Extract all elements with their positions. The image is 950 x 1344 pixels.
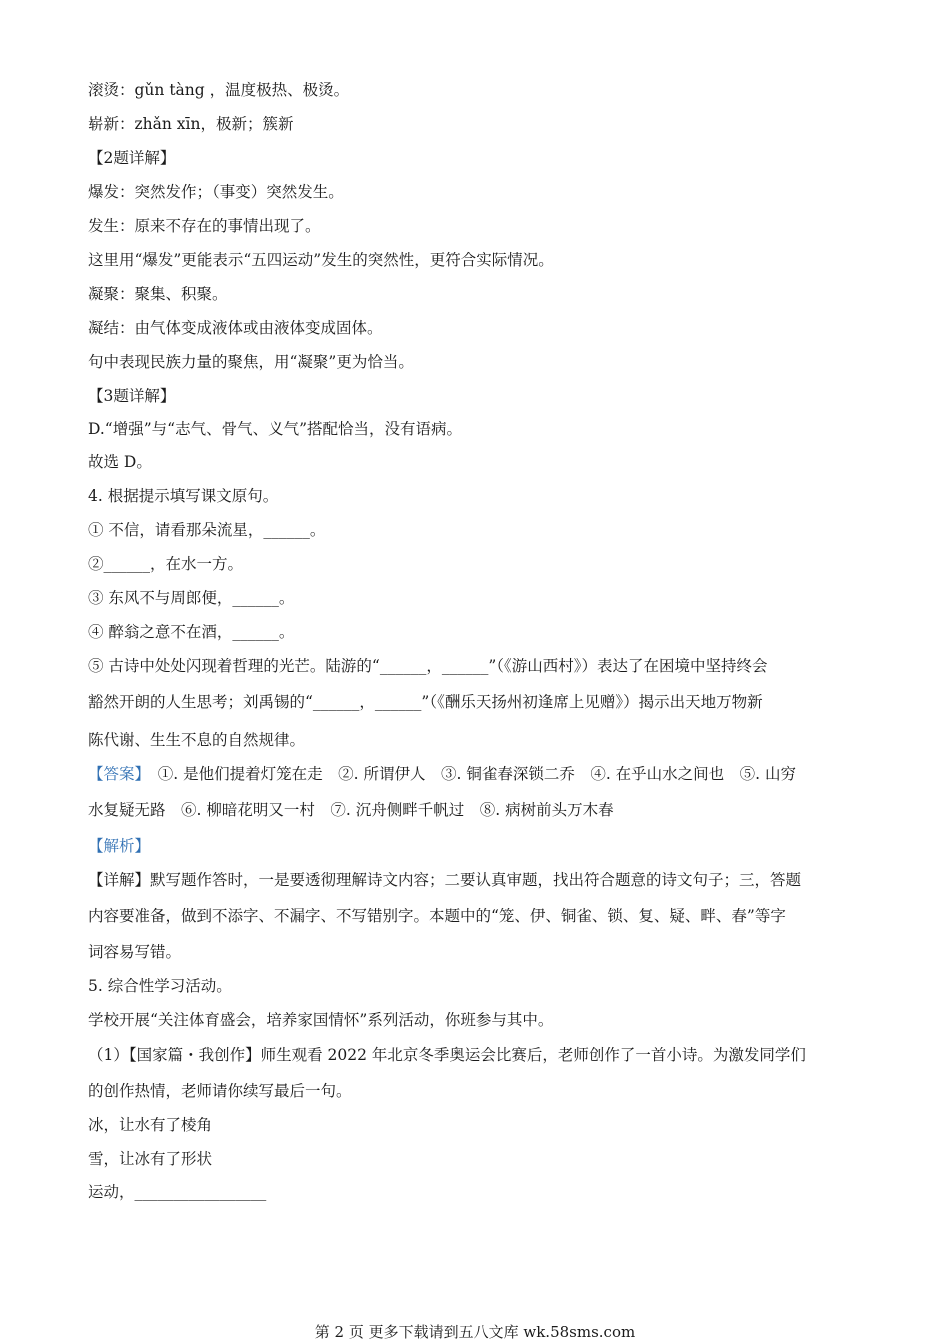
- line-text: 这里用“爆发”更能表示“五四运动”发生的突然性，更符合实际情况。: [88, 251, 554, 269]
- text-line: [88, 553, 243, 575]
- text-line: [88, 1181, 266, 1203]
- line-text: 雪，让冰有了形状: [88, 1150, 213, 1168]
- text-line: [88, 1044, 806, 1066]
- text-line: [88, 418, 462, 440]
- line-text: ③ 东风不与周郎便，______。: [88, 589, 295, 607]
- text-line: [88, 283, 228, 305]
- text-line: [88, 655, 768, 677]
- line-text: 凝聚：聚集、积聚。: [88, 285, 228, 303]
- line-text: 爆发：突然发作；（事变）突然发生。: [88, 183, 344, 201]
- line-text: 词容易写错。: [88, 943, 182, 961]
- section-label: 【解析】: [88, 837, 151, 855]
- text-line: [88, 385, 175, 407]
- text-line: [88, 1114, 212, 1136]
- text-line: [88, 975, 232, 997]
- text-line: [88, 519, 325, 541]
- text-line: [88, 1009, 553, 1031]
- page-footer: 第 2 页 更多下载请到五八文库 wk.58sms.com: [314, 1323, 636, 1341]
- text-line: [88, 215, 321, 237]
- text-line: [88, 869, 801, 891]
- line-text: 滚烫：gǔn tàng ，温度极热、极烫。: [88, 81, 350, 99]
- text-line: [88, 317, 383, 339]
- line-text: ①. 是他们提着灯笼在走 ②. 所谓伊人 ③. 铜雀春深锁二乔 ④. 在乎山水之间也 ⑤. 山穷: [142, 765, 797, 783]
- line-text: 陈代谢、生生不息的自然规律。: [88, 731, 306, 749]
- line-text: 崭新：zhǎn xīn，极新；簇新: [88, 115, 294, 133]
- line-text: 【3题详解】: [88, 387, 176, 405]
- line-text: ②______，在水一方。: [88, 555, 244, 573]
- line-text: ④ 醉翁之意不在酒，______。: [88, 623, 295, 641]
- section-label: 【答案】: [88, 765, 143, 783]
- text-line: [88, 1148, 212, 1170]
- text-line: [88, 249, 554, 271]
- text-line: [88, 451, 152, 473]
- text-line: [88, 691, 763, 713]
- text-line: [88, 485, 278, 507]
- text-line: [88, 1080, 352, 1102]
- text-line: [88, 621, 294, 643]
- line-text: 凝结：由气体变成液体或由液体变成固体。: [88, 319, 383, 337]
- line-text: 5. 综合性学习活动。: [88, 977, 232, 995]
- text-line: [88, 351, 414, 373]
- text-line: [88, 181, 344, 203]
- line-text: 句中表现民族力量的聚焦，用“凝聚”更为恰当。: [88, 353, 414, 371]
- text-line: [88, 941, 181, 963]
- text-line: [88, 905, 786, 927]
- line-text: 运动，_________________: [88, 1183, 267, 1201]
- line-text: 的创作热情，老师请你续写最后一句。: [88, 1082, 352, 1100]
- line-text: 学校开展“关注体育盛会，培养家国情怀”系列活动，你班参与其中。: [88, 1011, 554, 1029]
- line-text: 冰，让水有了棱角: [88, 1116, 213, 1134]
- line-text: ① 不信，请看那朵流星，______。: [88, 521, 326, 539]
- text-line: [88, 835, 150, 857]
- line-text: 4. 根据提示填写课文原句。: [88, 487, 279, 505]
- line-text: 故选 D。: [88, 453, 152, 471]
- text-line: [88, 799, 614, 821]
- line-text: 发生：原来不存在的事情出现了。: [88, 217, 321, 235]
- text-line: [88, 729, 305, 751]
- text-line: [88, 587, 294, 609]
- line-text: D.“增强”与“志气、骨气、义气”搭配恰当，没有语病。: [88, 420, 462, 438]
- line-text: ⑤ 古诗中处处闪现着哲理的光芒。陆游的“______，______”（《游山西村》）表达了在困境中坚持终会: [88, 657, 768, 675]
- text-line: [88, 113, 293, 135]
- text-line: [88, 763, 796, 785]
- line-text: 水复疑无路 ⑥. 柳暗花明又一村 ⑦. 沉舟侧畔千帆过 ⑧. 病树前头万木春: [88, 801, 614, 819]
- line-text: 【2题详解】: [88, 149, 176, 167]
- text-line: [88, 147, 175, 169]
- text-line: [88, 79, 349, 101]
- line-text: 【详解】默写题作答时，一是要透彻理解诗文内容；二要认真审题，找出符合题意的诗文句子；三，答题: [88, 871, 802, 889]
- line-text: （1）【国家篇・我创作】师生观看 2022 年北京冬季奥运会比赛后，老师创作了一首小诗。为激发同学们: [88, 1046, 806, 1064]
- line-text: 豁然开朗的人生思考；刘禹锡的“______，______”（《酬乐天扬州初逢席上见赠》）揭示出天地万物新: [88, 693, 763, 711]
- line-text: 内容要准备，做到不添字、不漏字、不写错别字。本题中的“笼、伊、铜雀、锁、复、疑、畔、春”等字: [88, 907, 786, 925]
